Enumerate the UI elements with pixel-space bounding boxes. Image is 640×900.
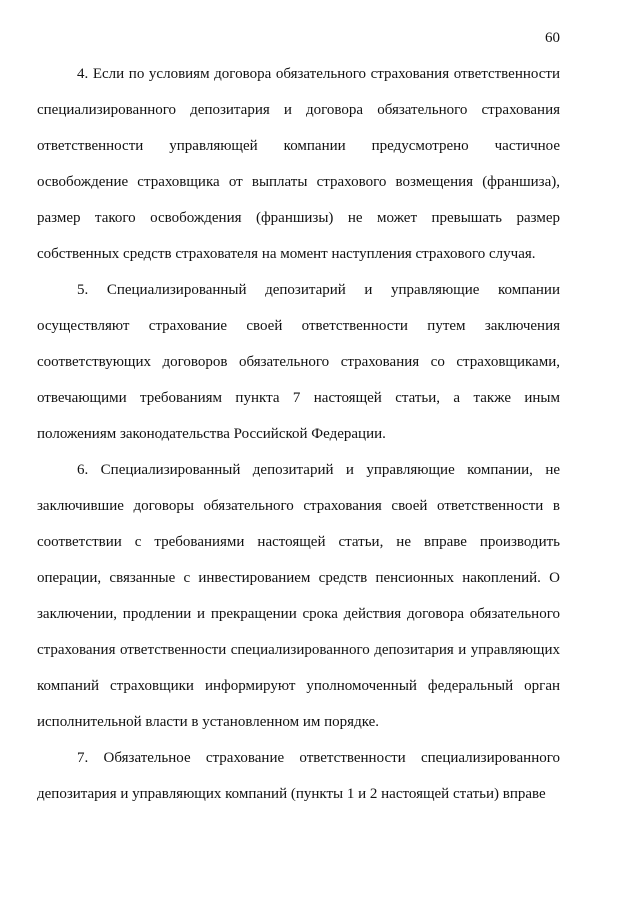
page-number: 60 [545,30,560,46]
paragraph-5: 5. Специализированный депозитарий и управляющие компании осуществляют страхование своей ответственности путем заключения соответствующих договоров обязательного страхования со страховщиками, отвечающими требованиям пункта 7 настоящей статьи, а также иным положениям законодательства Российской Федерации. [37,282,560,442]
paragraph-7: 7. Обязательное страхование ответственности специализированного депозитария и управляющих компаний (пункты 1 и 2 настоящей статьи) вправе [37,750,560,802]
paragraph-6: 6. Специализированный депозитарий и управляющие компании, не заключившие договоры обязательного страхования своей ответственности в соответствии с требованиями настоящей статьи, не вправе производить операции, связанные с инвестированием средств пенсионных накоплений. О заключении, продлении и прекращении срока действия договора обязательного страхования ответственности специализированного депозитария и управляющих компаний страховщики информируют уполномоченный федеральный орган исполнительной власти в установленном им порядке. [37,462,560,730]
paragraph-4: 4. Если по условиям договора обязательного страхования ответственности специализированного депозитария и договора обязательного страхования ответственности управляющей компании предусмотрено частичное освобождение страховщика от выплаты страхового возмещения (франшиза), размер такого освобождения (франшизы) не может превышать размер собственных средств страхователя на момент наступления страхового случая. [37,66,560,262]
document-body [37,56,560,812]
